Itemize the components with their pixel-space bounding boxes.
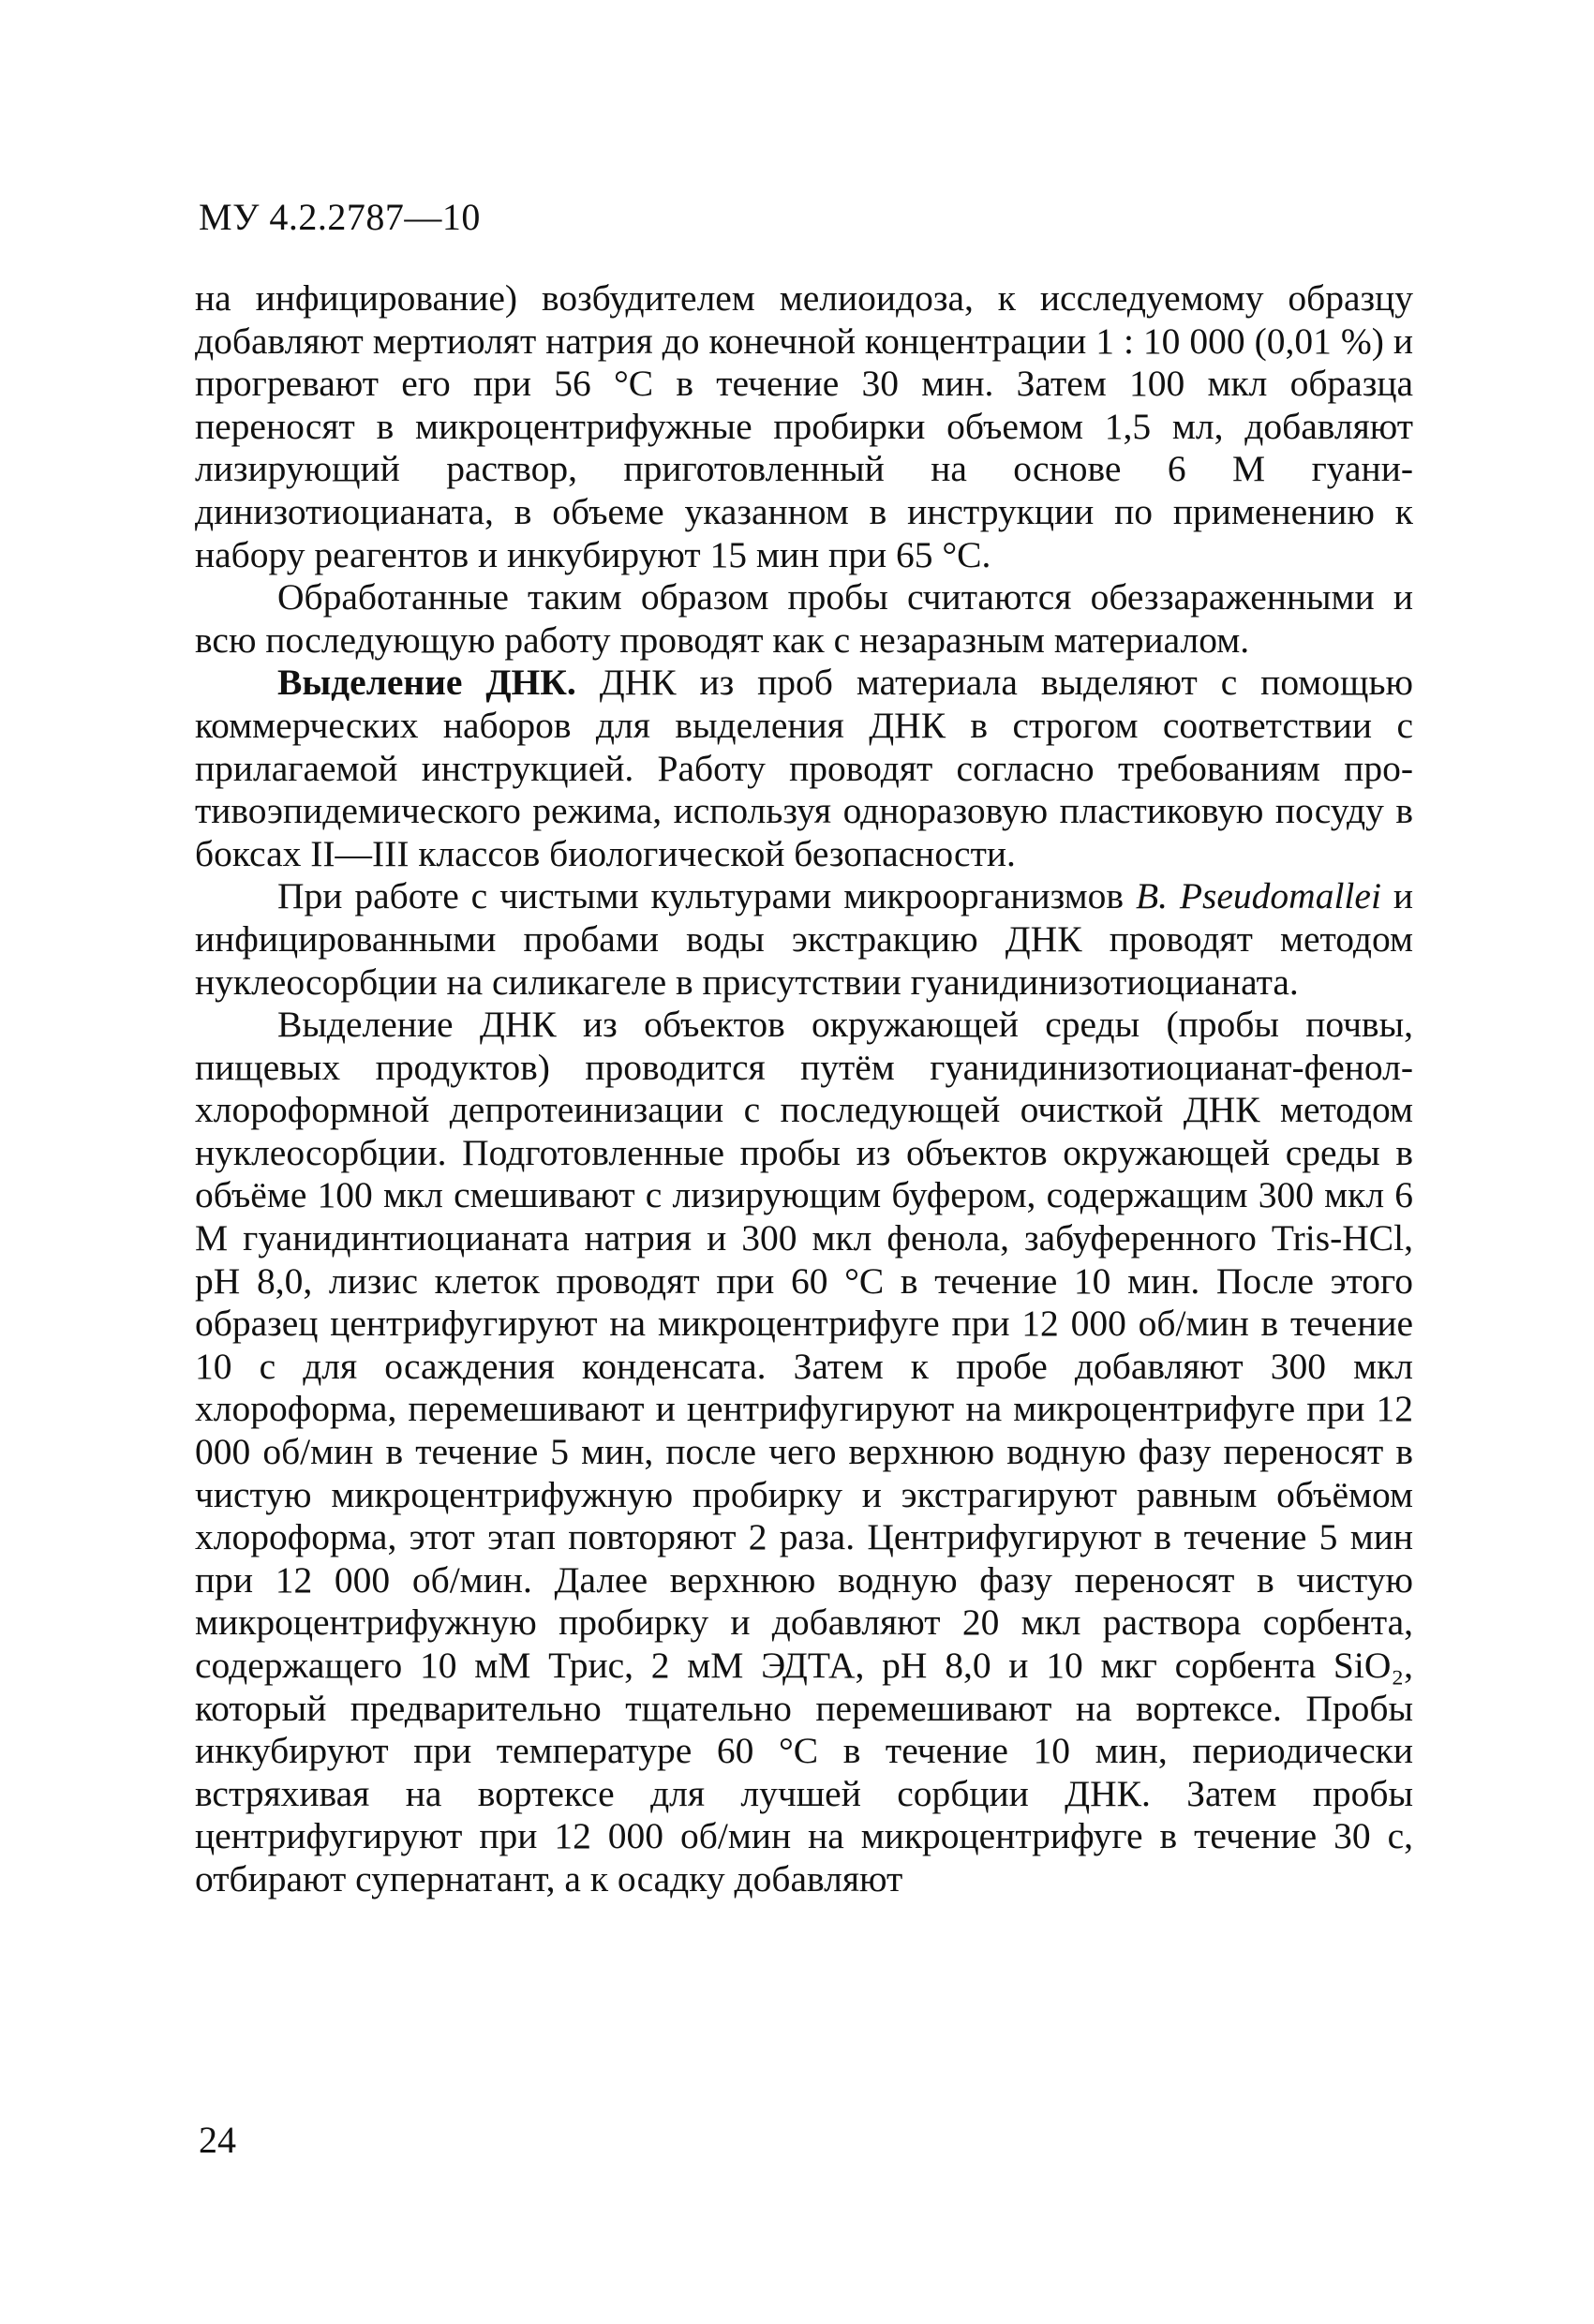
paragraph-continuation: на инфицирование) возбудителем мелиоидоза, к исследуемому образцу добавляют мертиолят натрия до конечной концентрации 1 : 10 000 (0,01 %) и прогревают его при 56 °С в течение 30 мин. Затем 100 мкл образца переносят в микроцентрифужные пробирки объемом 1,5 мл, добавляют лизирующий раствор, приготовленный на основе 6 М гуанидинизотиоцианата, в объеме указанном в инструкции по применению к набору реагентов и инкубируют 15 мин при 65 °С.: [195, 277, 1413, 575]
paragraph-dna-extraction: [195, 662, 1413, 875]
paragraph-environmental-samples: Выделение ДНК из объектов окружающей среды (пробы почвы, пищевых продуктов) проводится путём гуанидинизотиоцианат-фенол-хлороформной депротеинизации с последующей очисткой ДНК методом нуклеосорбции. Подготовленные пробы из объектов окружающей среды в объёме 100 мкл смешивают с лизирующим буфером, содержащим 300 мкл 6 М гуанидинтиоцианата натрия и 300 мкл фенола, забуференного Tris-HCl, pH 8,0, лизис клеток проводят при 60 °С в течение 10 мин. После этого образец центрифугируют на микроцентрифуге при 12 000 об/мин в течение 10 с для осаждения конденсата. Затем к пробе добавляют 300 мкл хлороформа, перемешивают и центрифугируют на микроцентрифуге при 12 000 об/мин в течение 5 мин, после чего верхнюю водную фазу переносят в чистую микроцентрифужную пробирку и экстрагируют равным объёмом хлороформа, этот этап повторяют 2 раза. Центрифугируют в течение 5 мин при 12 000 об/мин. Далее верхнюю водную фазу переносят в чистую микроцентрифужную пробирку и добавляют 20 мкл раствора сорбента, содержащего 10 мМ Трис, 2 мМ ЭДТА, pH 8,0 и 10 мкг сорбента SiO₂, который предварительно тщательно перемешивают на вортексе. Пробы инкубируют при температуре 60 °С в течение 10 мин, периодически встряхивая на вортексе для лучшей сорбции ДНК. Затем пробы центрифугируют при 12 000 об/мин на микроцентрифуге в течение 30 с, отбирают супернатант, а к осадку добавляют: [195, 1004, 1413, 1899]
paragraph-disinfection-note: Обработанные таким образом пробы считаются обеззараженными и всю последующую работу проводят как с незаразным материалом.: [195, 576, 1413, 661]
body-text: [195, 277, 1413, 1901]
paragraph-pure-cultures: [195, 875, 1413, 1004]
page-number: 24: [199, 2119, 236, 2161]
paragraph-text-before: При работе с чистыми культурами микроорганизмов: [277, 875, 1136, 917]
section-lead-heading: Выделение ДНК.: [277, 662, 576, 704]
species-name: B. Pseudomallei: [1135, 875, 1381, 917]
paragraph-text-after: и инфицированными пробами воды экстракцию ДНК проводят методом нуклеосорбции на силикагеле в присутствии гуанидинизотиоцианата.: [195, 875, 1413, 1003]
paragraph-text: ДНК из проб материала выделяют с помощью коммерческих наборов для выделения ДНК в строгом соответствии с прилагаемой инструкцией. Работу проводят согласно требованиям противоэпидемического режима, используя одноразовую пластиковую посуду в боксах II—III классов биологической безопасности.: [195, 662, 1413, 874]
document-code: МУ 4.2.2787—10: [199, 196, 481, 238]
